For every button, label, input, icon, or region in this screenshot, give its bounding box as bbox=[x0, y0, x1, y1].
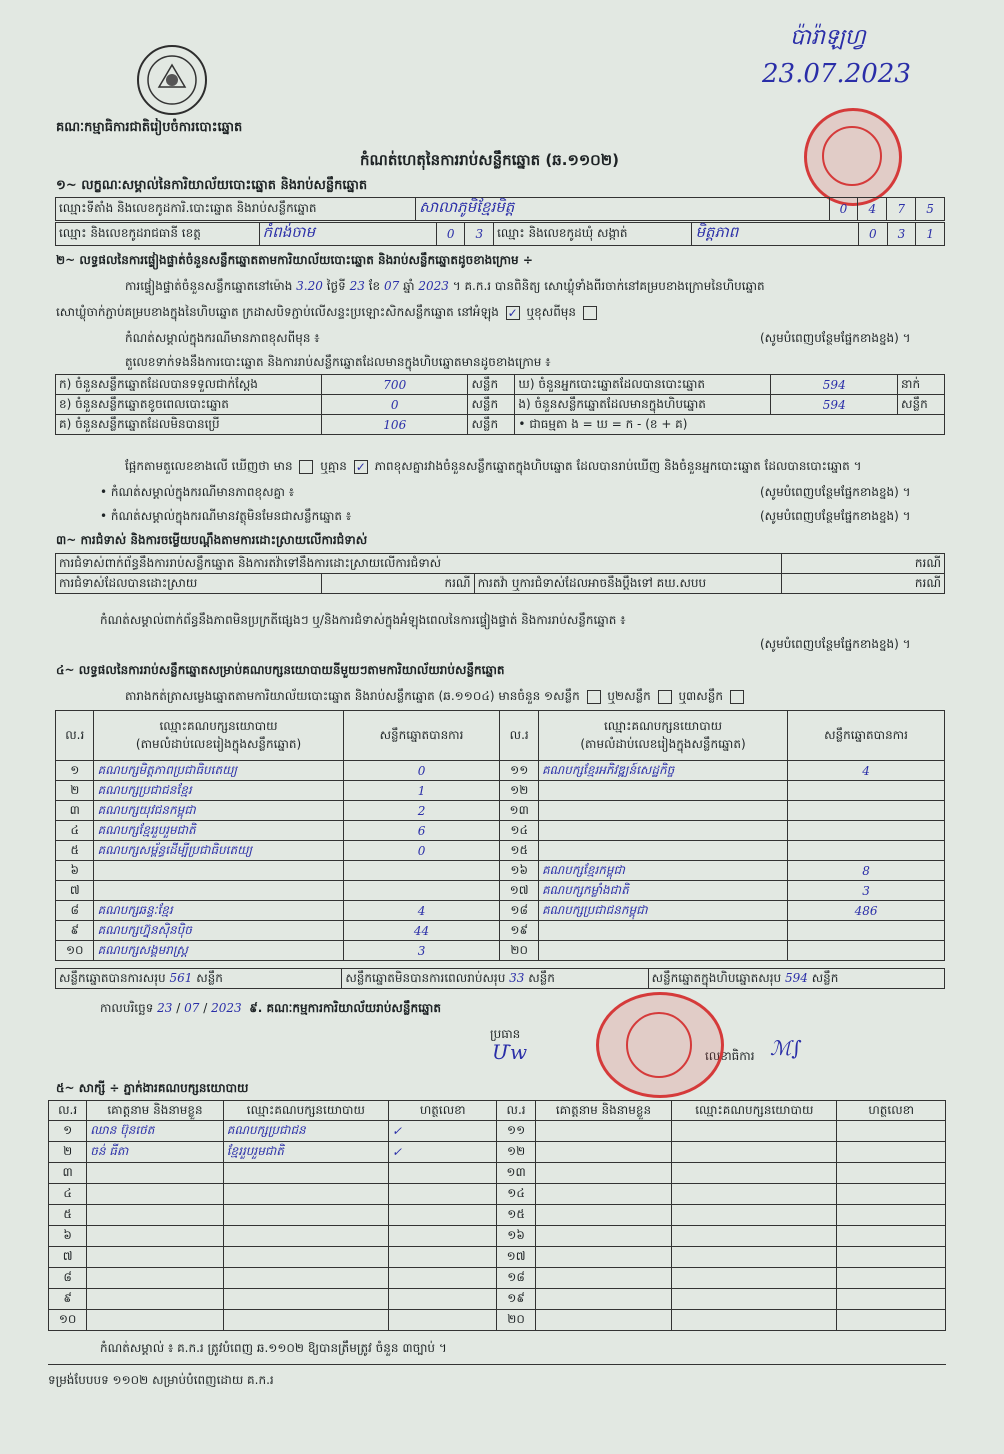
w-col-no-left: ល.រ bbox=[49, 1101, 87, 1121]
diff-checkbox[interactable] bbox=[583, 306, 597, 320]
footer-divider bbox=[48, 1364, 946, 1365]
witness-name bbox=[87, 1226, 224, 1247]
party-votes: 6 bbox=[343, 821, 500, 841]
w-col-party-left: ឈ្មោះគណបក្សនយោបាយ bbox=[223, 1101, 388, 1121]
form-title: កំណត់ហេតុនៃការរាប់សន្លឹកឆ្នោត (ឆ.១១០២) bbox=[360, 151, 620, 169]
three-sheet-label: ឬ៣សន្លឹក bbox=[678, 689, 723, 703]
year-label: ឆ្នាំ bbox=[403, 279, 415, 293]
s2-fill-note-2: (សូមបំពេញបន្ថែមផ្នែកខាងខ្នង) ។ bbox=[760, 485, 911, 499]
total-invalid-cell bbox=[342, 969, 648, 989]
party-name: គណបក្សឆន្ទៈខ្មែរ bbox=[94, 901, 343, 921]
witness-signature bbox=[837, 1289, 946, 1310]
witness-row bbox=[49, 1184, 946, 1205]
witness-name bbox=[87, 1163, 224, 1184]
party-no: ១៦ bbox=[500, 861, 538, 881]
party-no: ៤ bbox=[56, 821, 94, 841]
witness-signature bbox=[837, 1247, 946, 1268]
witness-party bbox=[672, 1121, 837, 1142]
three-sheet-checkbox[interactable] bbox=[730, 690, 744, 704]
party-no: ១៩ bbox=[500, 921, 538, 941]
station-code-4: 5 bbox=[916, 198, 945, 221]
commune-code-1: 0 bbox=[859, 223, 888, 246]
party-name: គណបក្សខ្មែររួបរួមជាតិ bbox=[94, 821, 343, 841]
party-no: ១៥ bbox=[500, 841, 538, 861]
witness-no: ១៤ bbox=[497, 1184, 535, 1205]
station-code-2: 4 bbox=[858, 198, 887, 221]
s2-line4: តួលេខទាក់ទងនឹងការបោះឆ្នោត និងការរាប់សន្លឹកឆ្នោតដែលមានក្នុងហិបឆ្នោតមានដូចខាងក្រោម ៖ bbox=[125, 355, 551, 369]
party-row bbox=[56, 821, 945, 841]
witness-party bbox=[223, 1289, 388, 1310]
witness-row bbox=[49, 1142, 946, 1163]
witness-signature: ✓ bbox=[388, 1121, 497, 1142]
s5-heading: ៥~ សាក្សី ÷ ភ្នាក់ងារគណបក្សនយោបាយ bbox=[56, 1081, 249, 1095]
party-name: គណបក្សសង្គមរាស្ត្រ bbox=[94, 941, 343, 961]
witness-name bbox=[87, 1310, 224, 1331]
s1-table bbox=[55, 197, 945, 221]
commune-code-2: 3 bbox=[887, 223, 916, 246]
s2-line1-post: ។ គ.ក.រ បានពិនិត្យ សោឃ្លុំទាំងពីរចាក់នៅគម្របខាងក្រោមនៃហិបឆ្នោត bbox=[452, 279, 765, 293]
opt-normal-label: ឬខុសពីមុន bbox=[526, 305, 577, 319]
station-label: ឈ្មោះទីតាំង និងលេខកូដការិ.បោះឆ្នោត និងរាប់សន្លឹកឆ្នោត bbox=[56, 198, 416, 221]
witness-name bbox=[87, 1205, 224, 1226]
party-name: គណបក្សខ្មែរអភិវឌ្ឍន៍សេដ្ឋកិច្ច bbox=[538, 761, 787, 781]
s2-line1 bbox=[125, 278, 765, 294]
witness-signature bbox=[388, 1289, 497, 1310]
party-votes bbox=[788, 921, 945, 941]
witness-row bbox=[49, 1310, 946, 1331]
s3-row2-label: ការជំទាស់ដែលបានដោះស្រាយ bbox=[56, 574, 322, 594]
total-invalid-label: សន្លឹកឆ្នោតមិនបានការពេលរាប់សរុប bbox=[345, 970, 506, 985]
witness-name bbox=[535, 1205, 672, 1226]
party-row bbox=[56, 861, 945, 881]
s3-row1-label: ការជំទាស់ពាក់ព័ន្ធនឹងការរាប់សន្លឹកឆ្នោត និងការតវ៉ាទៅនឹងការដោះស្រាយលើការជំទាស់ bbox=[56, 554, 782, 574]
two-sheet-checkbox[interactable] bbox=[658, 690, 672, 704]
witness-signature bbox=[837, 1268, 946, 1289]
s4-intro-text: តារាងកត់ត្រាសម្លេងឆ្នោតតាមការិយាល័យបោះឆ្នោត និងរាប់សន្លឹកឆ្នោត (ឆ.១១០៤) មានចំនួន ១សន្លឹក bbox=[125, 689, 580, 703]
s4-heading: ៤~ លទ្ធផលនៃការរាប់សន្លឹកឆ្នោតសម្រាប់គណបក្សនយោបាយនីមួយៗតាមការិយាល័យរាប់សន្លឹកឆ្នោត bbox=[56, 663, 505, 677]
party-no: ១៣ bbox=[500, 801, 538, 821]
party-votes: 8 bbox=[788, 861, 945, 881]
fig-c-unit: សន្លឹក bbox=[468, 415, 515, 435]
witness-name bbox=[535, 1121, 672, 1142]
witness-no: ៨ bbox=[49, 1268, 87, 1289]
fig-b-value: 0 bbox=[322, 395, 468, 415]
no-diff-checkbox[interactable]: ✓ bbox=[355, 459, 366, 474]
witness-signature bbox=[388, 1205, 497, 1226]
party-votes bbox=[788, 841, 945, 861]
party-row bbox=[56, 901, 945, 921]
s2-fill-note-3: (សូមបំពេញបន្ថែមផ្នែកខាងខ្នង) ។ bbox=[760, 509, 911, 523]
date-month: 07 bbox=[184, 1001, 200, 1015]
s3-row2-case: ករណី bbox=[322, 574, 474, 594]
col-party-right bbox=[538, 711, 787, 761]
witness-party bbox=[672, 1310, 837, 1331]
party-row bbox=[56, 941, 945, 961]
party-name bbox=[94, 881, 343, 901]
s3-fill-note: (សូមបំពេញបន្ថែមផ្នែកខាងខ្នង) ។ bbox=[760, 637, 911, 651]
party-votes bbox=[788, 821, 945, 841]
s2-line2 bbox=[56, 304, 600, 320]
witness-party bbox=[672, 1289, 837, 1310]
party-no: ១០ bbox=[56, 941, 94, 961]
witness-row bbox=[49, 1205, 946, 1226]
s2-figures-table bbox=[55, 374, 945, 435]
witness-no: ១៨ bbox=[497, 1268, 535, 1289]
witness-no: ២ bbox=[49, 1142, 87, 1163]
party-no: ២០ bbox=[500, 941, 538, 961]
party-votes: 3 bbox=[788, 881, 945, 901]
party-no: ១២ bbox=[500, 781, 538, 801]
month-label: ខែ bbox=[368, 279, 381, 293]
party-row bbox=[56, 781, 945, 801]
secretary-signature: ℳ∫ bbox=[770, 1036, 802, 1060]
party-name: គណបក្សប្រជាជនខ្មែរ bbox=[94, 781, 343, 801]
province-value: កំពង់ចាម bbox=[259, 223, 436, 246]
party-name: គណបក្សហ្វ៊ុនស៊ិនប៉ិច bbox=[94, 921, 343, 941]
witness-signature bbox=[388, 1247, 497, 1268]
party-votes: 4 bbox=[343, 901, 500, 921]
hw-date-label: ប៉ារ៉ាឡហ្វ bbox=[790, 25, 866, 50]
commune-code-3: 1 bbox=[916, 223, 945, 246]
party-name bbox=[538, 841, 787, 861]
witness-name: ចន់ ធីតា bbox=[87, 1142, 224, 1163]
col-votes-right: សន្លឹកឆ្នោតបានការ bbox=[788, 711, 945, 761]
party-rows bbox=[56, 761, 945, 961]
party-votes bbox=[788, 781, 945, 801]
col-party-left bbox=[94, 711, 343, 761]
commune-label: ឈ្មោះ និងលេខកូដឃុំ សង្កាត់ bbox=[494, 223, 692, 246]
col-no-left: ល.រ bbox=[56, 711, 94, 761]
witness-no: ៦ bbox=[49, 1226, 87, 1247]
col-no-right: ល.រ bbox=[500, 711, 538, 761]
two-sheet-label: ឬ២សន្លឹក bbox=[607, 689, 651, 703]
witness-signature bbox=[837, 1205, 946, 1226]
witness-signature bbox=[388, 1310, 497, 1331]
witness-signature bbox=[837, 1163, 946, 1184]
s1-heading: ១~ លក្ខណៈសម្គាល់នៃការិយាល័យបោះឆ្នោត និងរាប់សន្លឹកឆ្នោត bbox=[56, 178, 368, 193]
s3-table bbox=[55, 553, 945, 594]
total-valid-cell bbox=[56, 969, 342, 989]
footer-note: កំណត់សម្គាល់ ៖ គ.ក.រ ត្រូវបំពេញ ឆ.១១០២ ឱ្យបានត្រឹមត្រូវ ចំនួន ៣ច្បាប់ ។ bbox=[100, 1341, 447, 1355]
witness-name bbox=[535, 1184, 672, 1205]
witness-name bbox=[87, 1247, 224, 1268]
s2-line5-mid: ឬគ្មាន bbox=[320, 459, 347, 473]
witness-signature bbox=[388, 1184, 497, 1205]
s4-intro bbox=[125, 688, 747, 704]
witness-name bbox=[535, 1247, 672, 1268]
witness-party bbox=[223, 1226, 388, 1247]
witness-name bbox=[535, 1289, 672, 1310]
witness-name bbox=[87, 1184, 224, 1205]
witness-name bbox=[535, 1163, 672, 1184]
fig-c-value: 106 bbox=[322, 415, 468, 435]
witness-row bbox=[49, 1163, 946, 1184]
day-label: ថ្ងៃទី bbox=[326, 279, 346, 293]
station-code-1: 0 bbox=[829, 198, 858, 221]
w-col-name-left: គោត្តនាម និងនាមខ្លួន bbox=[87, 1101, 224, 1121]
party-votes: 2 bbox=[343, 801, 500, 821]
witness-name bbox=[535, 1310, 672, 1331]
w-col-sign-right: ហត្ថលេខា bbox=[837, 1101, 946, 1121]
witness-no: ២០ bbox=[497, 1310, 535, 1331]
party-row bbox=[56, 841, 945, 861]
witness-party bbox=[223, 1163, 388, 1184]
witness-no: ១៩ bbox=[497, 1289, 535, 1310]
party-no: ១៤ bbox=[500, 821, 538, 841]
total-invalid-unit: សន្លឹក bbox=[528, 970, 555, 985]
party-row bbox=[56, 801, 945, 821]
col-party-right-title: ឈ្មោះគណបក្សនយោបាយ bbox=[603, 718, 723, 733]
party-name: គណបក្សសម្ព័ន្ធដើម្បីប្រជាធិបតេយ្យ bbox=[94, 841, 343, 861]
witness-no: ៤ bbox=[49, 1184, 87, 1205]
s2-bullet1: • កំណត់សម្គាល់ក្នុងករណីមានភាពខុសគ្នា ៖ bbox=[100, 485, 295, 499]
one-sheet-checkbox[interactable] bbox=[587, 690, 601, 704]
witness-no: ៧ bbox=[49, 1247, 87, 1268]
fig-b-unit: សន្លឹក bbox=[468, 395, 515, 415]
date-day: 23 bbox=[157, 1001, 173, 1015]
fig-b-label: ខ) ចំនួនសន្លឹកឆ្នោតខូចពេលបោះឆ្នោត bbox=[56, 395, 322, 415]
party-name bbox=[538, 781, 787, 801]
witness-no: ១៦ bbox=[497, 1226, 535, 1247]
witness-signature bbox=[388, 1226, 497, 1247]
col-party-left-sub: (តាមលំដាប់លេខរៀងក្នុងសន្លឹកឆ្នោត) bbox=[135, 736, 302, 751]
total-invalid-value: 33 bbox=[509, 970, 525, 985]
province-code-1: 0 bbox=[436, 223, 465, 246]
s2-bullet2: • កំណត់សម្គាល់ក្នុងករណីមានវត្ថុមិនមែនជាសន្លឹកឆ្នោត ៖ bbox=[100, 509, 352, 523]
fig-a-unit: សន្លឹក bbox=[468, 375, 515, 395]
witness-party bbox=[672, 1268, 837, 1289]
nec-emblem bbox=[137, 45, 207, 115]
fig-c-label: គ) ចំនួនសន្លឹកឆ្នោតដែលមិនបានប្រើ bbox=[56, 415, 322, 435]
totals-table bbox=[55, 968, 945, 989]
total-box-value: 594 bbox=[784, 970, 808, 985]
s2-line2-text: សោឃ្លុំចាក់ភ្ជាប់គម្របខាងក្នុងនៃហិបឆ្នោត ក្រដាសបិទភ្ជាប់លើសន្ទះប្រឡោះសិកសន្លឹកឆ្នោត នៅអំឡុង bbox=[56, 305, 499, 319]
s3-row1-case: ករណី bbox=[782, 554, 945, 574]
witness-name bbox=[535, 1226, 672, 1247]
party-row bbox=[56, 921, 945, 941]
party-name bbox=[538, 921, 787, 941]
witness-no: ១១ bbox=[497, 1121, 535, 1142]
party-votes: 44 bbox=[343, 921, 500, 941]
witness-row bbox=[49, 1226, 946, 1247]
witness-no: ៣ bbox=[49, 1163, 87, 1184]
s3-note: កំណត់សម្គាល់ពាក់ព័ន្ធនឹងភាពមិនប្រក្រតីផ្សេងៗ ឬ/និងការជំទាស់ក្នុងអំឡុងពេលនៃការផ្ទៀងផ្ទាត់ និងការរាប់សន្លឹកឆ្នោត ៖ bbox=[100, 613, 626, 627]
witness-party: គណបក្សប្រជាជន bbox=[223, 1121, 388, 1142]
w-col-sign-left: ហត្ថលេខា bbox=[388, 1101, 497, 1121]
party-no: ១៨ bbox=[500, 901, 538, 921]
s3-row2-case2: ករណី bbox=[782, 574, 945, 594]
party-no: ៣ bbox=[56, 801, 94, 821]
chair-label: ប្រធាន bbox=[490, 1027, 521, 1041]
witness-name bbox=[87, 1268, 224, 1289]
party-votes bbox=[788, 801, 945, 821]
party-name: គណបក្សមិត្តភាពប្រជាធិបតេយ្យ bbox=[94, 761, 343, 781]
count-time: 3.20 bbox=[296, 279, 323, 293]
party-row bbox=[56, 761, 945, 781]
same-checkbox[interactable]: ✓ bbox=[507, 305, 518, 320]
witness-rows bbox=[49, 1121, 946, 1331]
party-no: ១៧ bbox=[500, 881, 538, 901]
witness-party bbox=[672, 1184, 837, 1205]
witness-no: ១៣ bbox=[497, 1163, 535, 1184]
witness-signature: ✓ bbox=[388, 1142, 497, 1163]
date-year: 2023 bbox=[211, 1001, 242, 1015]
total-valid-label: សន្លឹកឆ្នោតបានការសរុប bbox=[59, 970, 166, 985]
footer-form: ទម្រង់បែបបទ ១១០២ សម្រាប់បំពេញដោយ គ.ក.រ bbox=[48, 1373, 274, 1387]
witness-row bbox=[49, 1289, 946, 1310]
witness-party bbox=[223, 1247, 388, 1268]
witness-party bbox=[223, 1310, 388, 1331]
witness-no: ១០ bbox=[49, 1310, 87, 1331]
fig-a-label: ក) ចំនួនសន្លឹកឆ្នោតដែលបានទទួលជាក់ស្ដែង bbox=[56, 375, 322, 395]
witness-signature bbox=[388, 1163, 497, 1184]
witness-party bbox=[672, 1163, 837, 1184]
witness-row bbox=[49, 1121, 946, 1142]
party-name bbox=[538, 801, 787, 821]
party-votes bbox=[788, 941, 945, 961]
fig-a-value: 700 bbox=[322, 375, 468, 395]
party-votes: 0 bbox=[343, 841, 500, 861]
party-no: ៧ bbox=[56, 881, 94, 901]
party-name: គណបក្សកម្លាំងជាតិ bbox=[538, 881, 787, 901]
count-year: 2023 bbox=[418, 279, 449, 293]
s1-table-2 bbox=[55, 222, 945, 246]
s2-line5-pre: ផ្អែកតាមតួលេខខាងលើ ឃើញថា មាន bbox=[125, 459, 293, 473]
fig-e-label: ង) ចំនួនសន្លឹកឆ្នោតដែលមានក្នុងហិបឆ្នោត bbox=[515, 395, 771, 415]
witness-party bbox=[672, 1247, 837, 1268]
s2-heading: ២~ លទ្ធផលនៃការផ្ទៀងផ្ទាត់ចំនួនសន្លឹកឆ្នោតតាមការិយាល័យបោះឆ្នោត និងរាប់សន្លឹកឆ្នោតដូចខាងក្រោម ÷ bbox=[56, 253, 533, 267]
w-col-party-right: ឈ្មោះគណបក្សនយោបាយ bbox=[672, 1101, 837, 1121]
witness-name bbox=[535, 1268, 672, 1289]
fig-d-label: ឃ) ចំនួនអ្នកបោះឆ្នោតដែលបានបោះឆ្នោត bbox=[515, 375, 771, 395]
witness-signature bbox=[837, 1184, 946, 1205]
total-valid-value: 561 bbox=[169, 970, 193, 985]
witness-name: ឈាន ប៊ុនថេត bbox=[87, 1121, 224, 1142]
witness-no: ១៥ bbox=[497, 1205, 535, 1226]
witness-no: ៥ bbox=[49, 1205, 87, 1226]
witness-no: ១ bbox=[49, 1121, 87, 1142]
station-code-3: 7 bbox=[887, 198, 916, 221]
party-no: ១ bbox=[56, 761, 94, 781]
count-day: 23 bbox=[349, 279, 365, 293]
witness-row bbox=[49, 1247, 946, 1268]
witness-no: ១២ bbox=[497, 1142, 535, 1163]
party-name: គណបក្សខ្មែរកម្ពុជា bbox=[538, 861, 787, 881]
witness-row bbox=[49, 1268, 946, 1289]
witness-party bbox=[672, 1142, 837, 1163]
party-name bbox=[538, 941, 787, 961]
total-valid-unit: សន្លឹក bbox=[196, 970, 223, 985]
province-code-2: 3 bbox=[465, 223, 494, 246]
s2-line1-pre: ការផ្ទៀងផ្ទាត់ចំនួនសន្លឹកឆ្នោតនៅម៉ោង bbox=[125, 279, 293, 293]
secretary-label: លេខាធិការ bbox=[705, 1049, 755, 1063]
party-results-table bbox=[55, 710, 945, 961]
witness-signature bbox=[837, 1310, 946, 1331]
station-value: សាលាភូមិខ្មែរមិត្ត bbox=[416, 198, 830, 221]
party-no: ១១ bbox=[500, 761, 538, 781]
fig-e-value: 594 bbox=[771, 395, 898, 415]
witness-party: ខ្មែររួបរួមជាតិ bbox=[223, 1142, 388, 1163]
official-stamp-top-inner bbox=[822, 126, 882, 186]
witness-name bbox=[535, 1142, 672, 1163]
party-name bbox=[94, 861, 343, 881]
witness-signature bbox=[837, 1226, 946, 1247]
s2-fill-note-1: (សូមបំពេញបន្ថែមផ្នែកខាងខ្នង) ។ bbox=[760, 331, 911, 345]
party-row bbox=[56, 881, 945, 901]
col-votes-left: សន្លឹកឆ្នោតបានការ bbox=[343, 711, 500, 761]
party-votes: 3 bbox=[343, 941, 500, 961]
hw-date: 23.07.2023 bbox=[762, 59, 911, 89]
sign-label: ៩. គណៈកម្មការការិយាល័យរាប់សន្លឹកឆ្នោត bbox=[249, 1001, 441, 1015]
party-name bbox=[538, 821, 787, 841]
chair-signature: Մw bbox=[492, 1040, 528, 1064]
witness-signature bbox=[388, 1268, 497, 1289]
party-no: ៨ bbox=[56, 901, 94, 921]
w-col-no-right: ល.រ bbox=[497, 1101, 535, 1121]
party-votes bbox=[343, 861, 500, 881]
party-votes: 0 bbox=[343, 761, 500, 781]
s2-line5 bbox=[125, 458, 862, 474]
org-name: គណៈកម្មាធិការជាតិរៀបចំការបោះឆ្នោត bbox=[56, 120, 243, 135]
witness-table bbox=[48, 1100, 946, 1331]
s3-row2-mid: ការតវ៉ា ឬការជំទាស់ដែលអាចនឹងប្តឹងទៅ គឃ.សបប bbox=[474, 574, 782, 594]
total-box-label: សន្លឹកឆ្នោតក្នុងហិបឆ្នោតសរុប bbox=[651, 970, 782, 985]
s2-line5-post: ភាពខុសគ្នារវាងចំនួនសន្លឹកឆ្នោតក្នុងហិបឆ្នោត ដែលបានរាប់ឃើញ និងចំនួនអ្នកបោះឆ្នោត ដែលបានបោះឆ្នោត ។ bbox=[374, 459, 862, 473]
party-name: គណបក្សយុវជនកម្ពុជា bbox=[94, 801, 343, 821]
party-no: ២ bbox=[56, 781, 94, 801]
fig-d-unit: នាក់ bbox=[898, 375, 945, 395]
total-box-cell bbox=[648, 969, 944, 989]
has-diff-checkbox[interactable] bbox=[299, 460, 313, 474]
witness-party bbox=[223, 1184, 388, 1205]
date-label: កាលបរិច្ឆេទ bbox=[100, 1001, 154, 1015]
w-col-name-right: គោត្តនាម និងនាមខ្លួន bbox=[535, 1101, 672, 1121]
witness-party bbox=[672, 1205, 837, 1226]
province-label: ឈ្មោះ និងលេខកូដរាជធានី ខេត្ត bbox=[56, 223, 260, 246]
party-votes: 1 bbox=[343, 781, 500, 801]
fig-formula: • ជាធម្មតា ង = ឃ = ក - (ខ + គ) bbox=[515, 415, 945, 435]
witness-no: ១៧ bbox=[497, 1247, 535, 1268]
party-name: គណបក្សប្រជាជនកម្ពុជា bbox=[538, 901, 787, 921]
party-no: ៦ bbox=[56, 861, 94, 881]
fig-e-unit: សន្លឹក bbox=[898, 395, 945, 415]
s3-heading: ៣~ ការជំទាស់ និងការចម្លើយបណ្តឹងតាមការដោះស្រាយលើការជំទាស់ bbox=[56, 533, 368, 547]
witness-signature bbox=[837, 1142, 946, 1163]
official-stamp-middle-inner bbox=[626, 1012, 692, 1078]
total-box-unit: សន្លឹក bbox=[811, 970, 839, 985]
witness-signature bbox=[837, 1121, 946, 1142]
count-month: 07 bbox=[383, 279, 400, 293]
witness-name bbox=[87, 1289, 224, 1310]
witness-no: ៩ bbox=[49, 1289, 87, 1310]
witness-party bbox=[672, 1226, 837, 1247]
party-votes: 4 bbox=[788, 761, 945, 781]
fig-d-value: 594 bbox=[771, 375, 898, 395]
party-no: ៩ bbox=[56, 921, 94, 941]
party-no: ៥ bbox=[56, 841, 94, 861]
witness-party bbox=[223, 1205, 388, 1226]
col-party-right-sub: (តាមលំដាប់លេខរៀងក្នុងសន្លឹកឆ្នោត) bbox=[580, 736, 746, 751]
party-votes: 486 bbox=[788, 901, 945, 921]
commune-value: មិត្តភាព bbox=[692, 223, 859, 246]
s2-line3: កំណត់សម្គាល់ក្នុងករណីមានភាពខុសពីមុន ៖ bbox=[125, 331, 320, 345]
witness-party bbox=[223, 1268, 388, 1289]
col-party-left-title: ឈ្មោះគណបក្សនយោបាយ bbox=[159, 718, 278, 733]
party-votes bbox=[343, 881, 500, 901]
s4-date-line: កាលបរិច្ឆេទ 23 / 07 / 2023 ៩. គណៈកម្មការការិយាល័យរាប់សន្លឹកឆ្នោត bbox=[100, 1001, 441, 1015]
